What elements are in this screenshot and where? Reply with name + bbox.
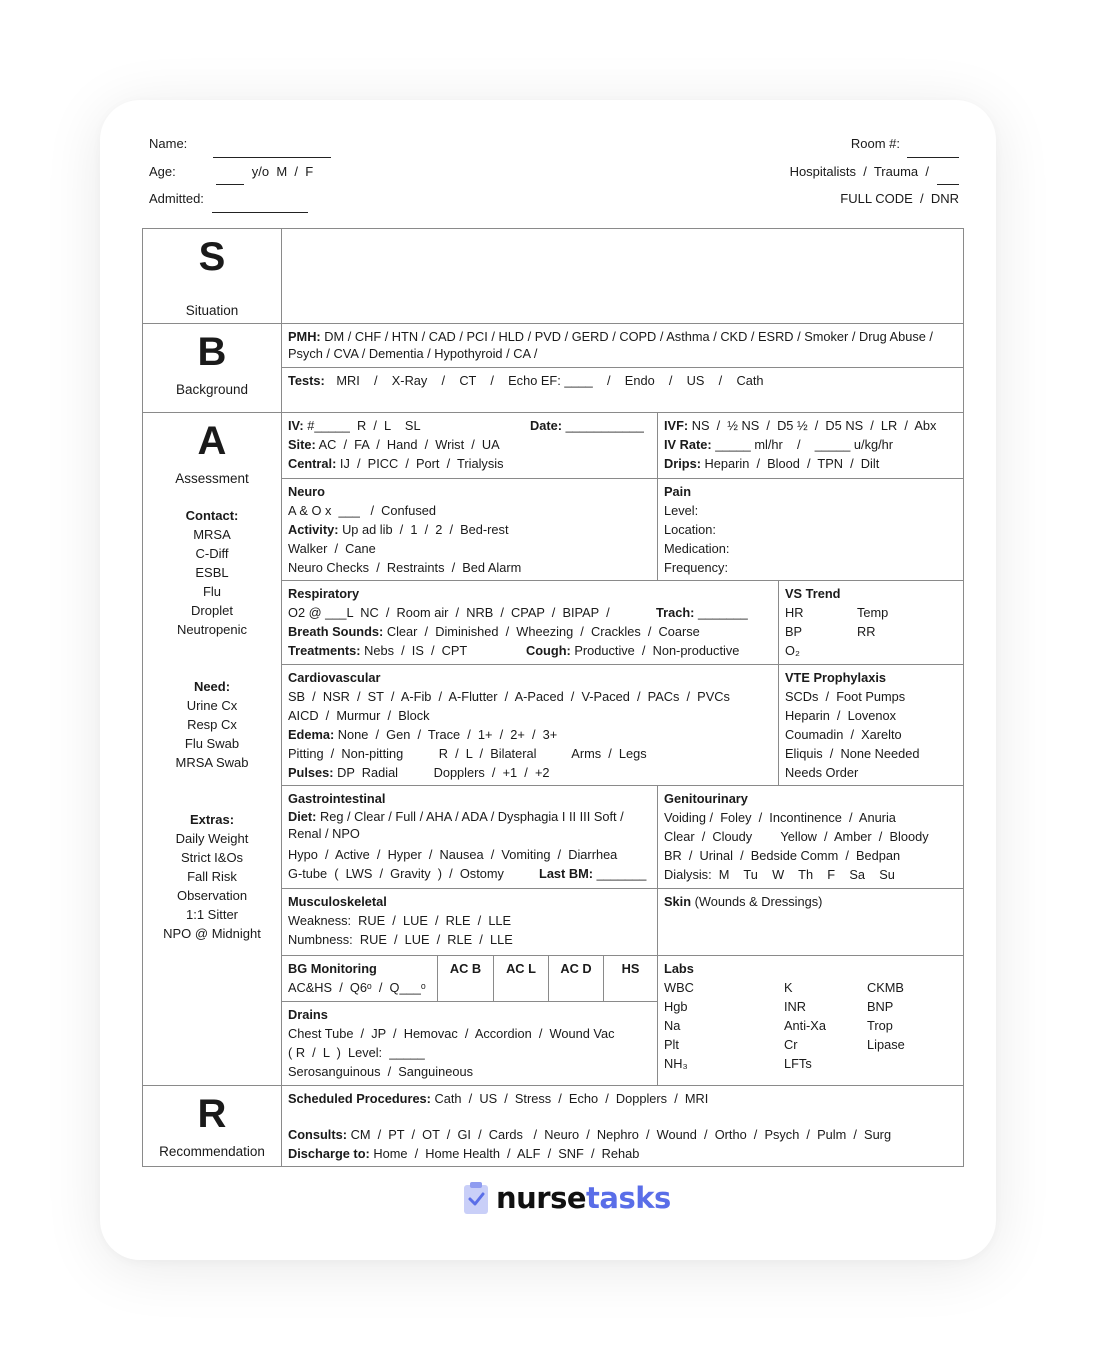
brand-name-part2: tasks (586, 1181, 671, 1215)
pain-field[interactable]: Medication: (664, 541, 730, 556)
pmh-options[interactable]: DM / CHF / HTN / CAD / PCI / HLD / PVD / GERD / COPD / Asthma / CKD / ESRD / Smoker / Drug Abuse / Psych / CVA / Dementia / Hypothyroid / CA / (288, 329, 933, 361)
patient-header-left (149, 130, 331, 213)
service-other-field[interactable] (937, 170, 959, 185)
vs-field[interactable]: BP (785, 624, 803, 639)
patient-header-right (790, 130, 959, 213)
pmh-label: PMH: (288, 329, 321, 344)
lab-field[interactable]: Anti-Xa (784, 1018, 826, 1033)
need-list (143, 677, 281, 772)
respiratory-title: Respiratory (288, 586, 360, 601)
scheduled-procedures-options[interactable]: Cath / US / Stress / Echo / Dopplers / MRI (434, 1091, 709, 1106)
lab-field[interactable]: Na (664, 1018, 681, 1033)
vs-trend-cell (779, 581, 963, 665)
msk-title: Musculoskeletal (288, 894, 387, 909)
pain-field[interactable]: Location: (664, 522, 716, 537)
r-cell (143, 1086, 282, 1166)
extras-list (143, 810, 281, 943)
breath-sounds-label: Breath Sounds: (288, 624, 384, 639)
need-item[interactable]: Urine Cx (186, 698, 238, 713)
pain-cell (658, 479, 963, 581)
clipboard-check-icon (462, 1181, 490, 1215)
need-title: Need: (193, 679, 231, 694)
breath-sounds-options[interactable]: Clear / Diminished / Wheezing / Crackles / Coarse (386, 624, 700, 639)
background-letter: B (197, 330, 227, 374)
lab-field[interactable]: NH₃ (664, 1056, 688, 1071)
bg-hs[interactable]: HS (604, 956, 658, 1002)
edema-options[interactable]: None / Gen / Trace / 1+ / 2+ / 3+ (337, 727, 558, 742)
diet-label: Diet: (288, 809, 317, 824)
trach-field[interactable]: _______ (697, 605, 748, 620)
activity-label: Activity: (288, 522, 339, 537)
neuro-cell (282, 479, 658, 581)
discharge-label: Discharge to: (288, 1146, 370, 1161)
extras-item[interactable]: NPO @ Midnight (163, 926, 261, 941)
bowel-options[interactable]: Hypo / Active / Hyper / Nausea / Vomiting / Diarrhea (288, 847, 618, 862)
lab-field[interactable]: WBC (664, 980, 694, 995)
lab-field[interactable]: BNP (867, 999, 894, 1014)
lab-field[interactable]: INR (784, 999, 807, 1014)
iv-rate-label: IV Rate: (664, 437, 712, 452)
drain-option[interactable]: Chest Tube / JP / Hemovac / Accordion / Wound Vac (288, 1026, 615, 1041)
contact-item[interactable]: Flu (202, 584, 222, 599)
room-row (790, 130, 959, 158)
contact-item[interactable]: Neutropenic (176, 622, 248, 637)
bg-options[interactable]: AC&HS / Q6ᵒ / Q___ᵒ (288, 980, 426, 995)
iv-options[interactable]: #_____ R / L SL (307, 418, 421, 433)
name-field[interactable] (213, 143, 331, 158)
central-options[interactable]: IJ / PICC / Port / Trialysis (339, 456, 504, 471)
name-row (149, 130, 331, 158)
age-options[interactable]: y/o M / F (251, 163, 314, 179)
admitted-label: Admitted: (149, 191, 204, 206)
gtube-options[interactable]: G-tube ( LWS / Gravity ) / Ostomy (288, 866, 504, 881)
s-cell (143, 229, 282, 324)
last-bm-field[interactable]: _______ (596, 866, 647, 881)
site-label: Site: (288, 437, 316, 452)
neuro-safety[interactable]: Neuro Checks / Restraints / Bed Alarm (288, 560, 522, 575)
need-item[interactable]: MRSA Swab (175, 755, 249, 770)
lab-field[interactable]: Hgb (664, 999, 688, 1014)
pulses-label: Pulses: (288, 765, 334, 780)
admitted-row (149, 185, 331, 213)
discharge-options[interactable]: Home / Home Health / ALF / SNF / Rehab (373, 1146, 640, 1161)
lab-field[interactable]: LFTs (784, 1056, 812, 1071)
trach-label: Trach: (656, 605, 695, 620)
gu-cell (658, 786, 963, 889)
service-row (790, 158, 959, 186)
pmh-cell (282, 324, 963, 368)
code-status[interactable]: FULL CODE / DNR (840, 191, 959, 206)
oxygen-options[interactable]: O2 @ ___L NC / Room air / NRB / CPAP / BIPAP / (288, 605, 610, 620)
msk-option[interactable]: Weakness: RUE / LUE / RLE / LLE (288, 913, 512, 928)
vte-option[interactable]: Coumadin / Xarelto (785, 727, 902, 742)
recommendation-letter: R (197, 1092, 227, 1136)
pain-field[interactable]: Frequency: (664, 560, 729, 575)
recommendation-cell (282, 1086, 963, 1166)
gi-cell (282, 786, 658, 889)
edema-details[interactable]: Pitting / Non-pitting R / L / Bilateral Arms / Legs (288, 746, 647, 761)
extras-item[interactable]: Observation (176, 888, 248, 903)
lab-field[interactable]: CKMB (867, 980, 904, 995)
gu-option[interactable]: Dialysis: M Tu W Th F Sa Su (664, 867, 895, 882)
lab-field[interactable]: K (784, 980, 793, 995)
iv-cell (282, 413, 658, 479)
contact-item[interactable]: C-Diff (195, 546, 229, 561)
vte-title: VTE Prophylaxis (785, 670, 886, 685)
contact-title: Contact: (185, 508, 239, 523)
ivf-cell (658, 413, 963, 479)
recommendation-label: Recommendation (159, 1144, 265, 1159)
drain-option[interactable]: Serosanguinous / Sanguineous (288, 1064, 473, 1079)
vte-option[interactable]: Needs Order (785, 765, 859, 780)
tests-label: Tests: (288, 373, 325, 388)
vs-field[interactable]: HR (785, 605, 804, 620)
gu-title: Genitourinary (664, 791, 748, 806)
pain-title: Pain (664, 484, 692, 499)
tests-options[interactable]: MRI / X-Ray / CT / Echo EF: ____ / Endo / US / Cath (336, 373, 764, 388)
vte-option[interactable]: Heparin / Lovenox (785, 708, 896, 723)
vte-cell (779, 665, 963, 786)
bg-ac-b[interactable]: AC B (438, 956, 494, 1002)
ivf-options[interactable]: NS / ½ NS / D5 ½ / D5 NS / LR / Abx (691, 418, 937, 433)
vs-field[interactable]: RR (857, 624, 876, 639)
lab-field[interactable]: Cr (784, 1037, 798, 1052)
bg-ac-l[interactable]: AC L (494, 956, 549, 1002)
gu-option[interactable]: Clear / Cloudy Yellow / Amber / Bloody (664, 829, 929, 844)
extras-item[interactable]: Strict I&Os (180, 850, 244, 865)
assessment-label: Assessment (175, 471, 249, 486)
consults-options[interactable]: CM / PT / OT / GI / Cards / Neuro / Nephro / Wound / Ortho / Psych / Pulm / Surg (350, 1127, 892, 1142)
extras-item[interactable]: Fall Risk (187, 869, 237, 884)
lab-field[interactable]: Plt (664, 1037, 679, 1052)
age-row (149, 158, 331, 186)
skin-title: Skin (664, 894, 692, 909)
admitted-field[interactable] (212, 198, 308, 213)
vte-option[interactable]: Eliquis / None Needed (785, 746, 920, 761)
drain-option[interactable]: ( R / L ) Level: _____ (288, 1045, 425, 1060)
gu-option[interactable]: BR / Urinal / Bedside Comm / Bedpan (664, 848, 901, 863)
lab-field[interactable]: Lipase (867, 1037, 905, 1052)
rhythm-options[interactable]: SB / NSR / ST / A-Fib / A-Flutter / A-Paced / V-Paced / PACs / PVCs (288, 689, 730, 704)
edema-label: Edema: (288, 727, 335, 742)
cardio-title: Cardiovascular (288, 670, 381, 685)
cardiac-devices[interactable]: AICD / Murmur / Block (288, 708, 430, 723)
extras-item[interactable]: 1:1 Sitter (185, 907, 239, 922)
cough-options[interactable]: Productive / Non-productive (574, 643, 740, 658)
b-cell (143, 324, 282, 413)
pulses-options[interactable]: DP Radial Dopplers / +1 / +2 (337, 765, 550, 780)
vte-option[interactable]: SCDs / Foot Pumps (785, 689, 906, 704)
iv-date-label: Date: (530, 418, 562, 433)
lab-field[interactable]: Trop (867, 1018, 893, 1033)
skin-cell[interactable] (658, 889, 963, 956)
age-label: Age: (149, 163, 176, 179)
service-options[interactable]: Hospitalists / Trauma / (789, 163, 929, 179)
iv-label: IV: (288, 418, 304, 433)
iv-date-field[interactable]: ___________ (565, 418, 644, 433)
name-label: Name: (149, 136, 188, 151)
skin-subtitle: (Wounds & Dressings) (694, 894, 823, 909)
tests-cell (282, 368, 963, 413)
mobility-aids[interactable]: Walker / Cane (288, 541, 376, 556)
contact-item[interactable]: MRSA (193, 527, 231, 542)
drips-label: Drips: (664, 456, 701, 471)
last-bm-label: Last BM: (539, 866, 594, 881)
vs-field[interactable]: O₂ (785, 643, 800, 658)
room-label: Room #: (850, 136, 900, 151)
treatments-label: Treatments: (288, 643, 361, 658)
a-cell (143, 413, 282, 1086)
assessment-letter: A (197, 419, 227, 463)
labs-title: Labs (664, 961, 694, 976)
situation-letter: S (198, 235, 226, 279)
labs-cell (658, 956, 963, 1086)
msk-cell (282, 889, 658, 956)
central-label: Central: (288, 456, 337, 471)
msk-option[interactable]: Numbness: RUE / LUE / RLE / LLE (288, 932, 513, 947)
bg-ac-d[interactable]: AC D (549, 956, 604, 1002)
vs-field[interactable]: Temp (857, 605, 889, 620)
nursetasks-logo (462, 1180, 671, 1216)
drains-title: Drains (288, 1007, 328, 1022)
cough-label: Cough: (526, 643, 571, 658)
extras-item[interactable]: Daily Weight (175, 831, 249, 846)
bg-monitoring-cell (282, 956, 438, 1002)
activity-options[interactable]: Up ad lib / 1 / 2 / Bed-rest (342, 522, 509, 537)
situation-label: Situation (185, 303, 239, 318)
drains-cell (282, 1002, 658, 1086)
gi-title: Gastrointestinal (288, 791, 386, 806)
site-options[interactable]: AC / FA / Hand / Wrist / UA (318, 437, 500, 452)
gu-option[interactable]: Voiding / Foley / Incontinence / Anuria (664, 810, 896, 825)
sbar-form (142, 228, 964, 1167)
consults-label: Consults: (288, 1127, 348, 1142)
drips-options[interactable]: Heparin / Blood / TPN / Dilt (704, 456, 880, 471)
contact-item[interactable]: ESBL (195, 565, 229, 580)
contact-item[interactable]: Droplet (191, 603, 233, 618)
diet-options[interactable]: Reg / Clear / Full / AHA / ADA / Dysphagia I II III Soft / Renal / NPO (288, 809, 624, 841)
neuro-title: Neuro (288, 484, 325, 499)
respiratory-cell (282, 581, 779, 665)
cardio-cell (282, 665, 779, 786)
pain-field[interactable]: Level: (664, 503, 699, 518)
contact-list (143, 506, 281, 639)
room-field[interactable] (907, 143, 959, 158)
age-field[interactable] (216, 170, 244, 185)
neuro-orientation[interactable]: A & O x ___ / Confused (288, 503, 436, 518)
iv-rate-field[interactable]: _____ ml/hr / _____ u/kg/hr (715, 437, 894, 452)
scheduled-procedures-label: Scheduled Procedures: (288, 1091, 431, 1106)
brand-name-part1: nurse (496, 1181, 587, 1215)
situation-notes[interactable] (282, 229, 963, 324)
need-item[interactable]: Flu Swab (184, 736, 240, 751)
ivf-label: IVF: (664, 418, 689, 433)
need-item[interactable]: Resp Cx (187, 717, 237, 732)
treatments-options[interactable]: Nebs / IS / CPT (364, 643, 468, 658)
extras-title: Extras: (189, 812, 235, 827)
vs-trend-title: VS Trend (785, 586, 841, 601)
background-label: Background (175, 382, 249, 397)
bg-title: BG Monitoring (288, 961, 377, 976)
